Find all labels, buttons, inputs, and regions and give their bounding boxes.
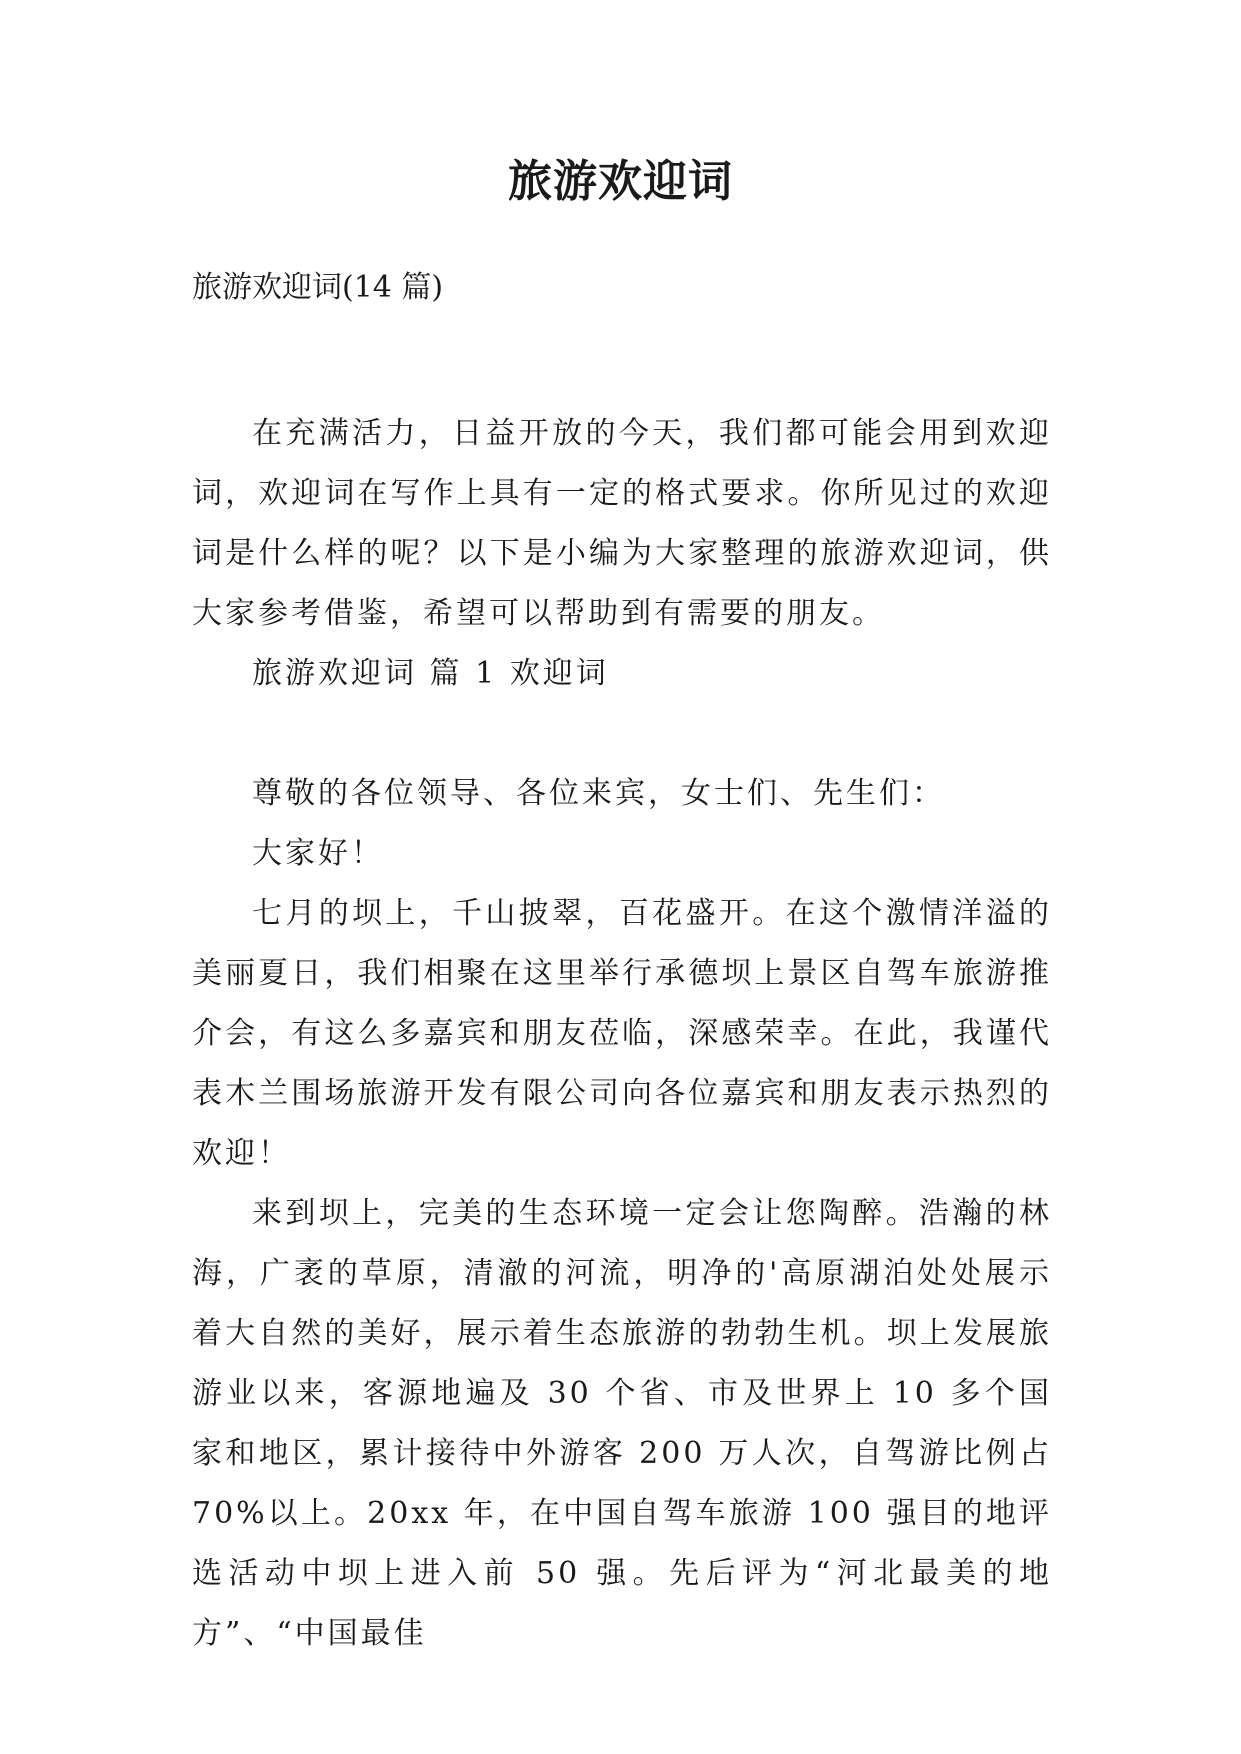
section-heading: 旅游欢迎词 篇 1 欢迎词 bbox=[252, 656, 609, 691]
document-body bbox=[192, 404, 1052, 1664]
body-paragraph: 来到坝上，完美的生态环境一定会让您陶醉。浩瀚的林海，广袤的草原，清澈的河流，明净的'高原湖泊处处展示着大自然的美好，展示着生态旅游的勃勃生机。坝上发展旅游业以来，客源地遍及 30 个省、市及世界上 10 多个国家和地区，累计接待中外游客 200 万人次，自驾游比例占 70%以上。20xx 年，在中国自驾车旅游 100 强目的地评选活动中坝上进入前 50 强。先后评为“河北最美的地方”、“中国最佳 bbox=[192, 1196, 1052, 1651]
greeting-line: 大家好！ bbox=[252, 836, 384, 871]
body-paragraph: 七月的坝上，千山披翠，百花盛开。在这个激情洋溢的美丽夏日，我们相聚在这里举行承德坝上景区自驾车旅游推介会，有这么多嘉宾和朋友莅临，深感荣幸。在此，我谨代表木兰围场旅游开发有限公司向各位嘉宾和朋友表示热烈的欢迎！ bbox=[192, 896, 1052, 1171]
salutation-line: 尊敬的各位领导、各位来宾，女士们、先生们： bbox=[252, 776, 945, 811]
document-subtitle: 旅游欢迎词(14 篇) bbox=[192, 270, 444, 305]
paragraph-gap bbox=[192, 704, 1052, 764]
document-title: 旅游欢迎词 bbox=[508, 156, 733, 207]
intro-paragraph: 在充满活力，日益开放的今天，我们都可能会用到欢迎词，欢迎词在写作上具有一定的格式要求。你所见过的欢迎词是什么样的呢？以下是小编为大家整理的旅游欢迎词，供大家参考借鉴，希望可以帮助到有需要的朋友。 bbox=[192, 416, 1052, 631]
